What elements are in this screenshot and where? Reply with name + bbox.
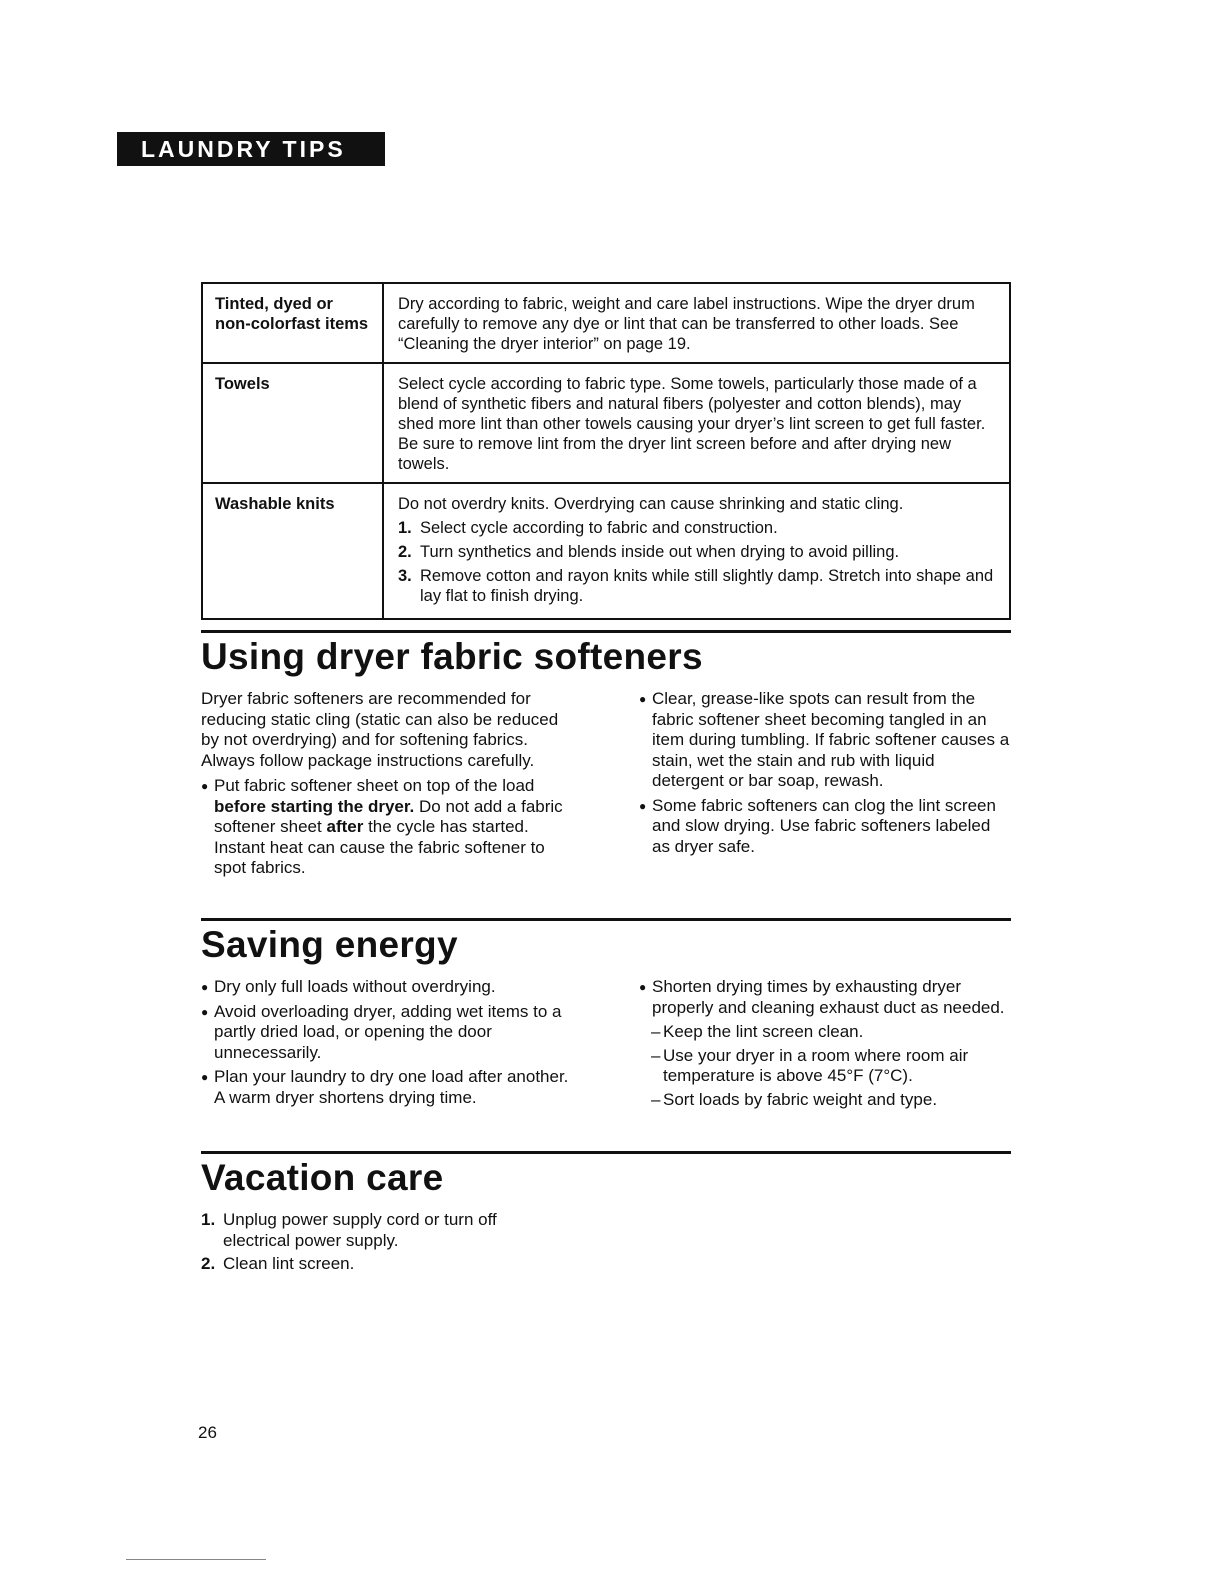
list-item — [639, 977, 1011, 1018]
row-text: Select cycle according to fabric type. Some towels, particularly those made of a blend of synthetic fibers and natural fibers (polyester and cotton blends), may shed more lint than other towels causing your dryer’s lint screen to get full faster. Be sure to remove lint from the dryer lint screen before and after drying new towels. — [398, 375, 986, 473]
list-item — [201, 1210, 561, 1251]
row-description — [383, 363, 1010, 483]
section-columns — [201, 977, 1011, 1113]
list-item — [639, 796, 1011, 858]
step-text: Turn synthetics and blends inside out when drying to avoid pilling. — [420, 543, 900, 561]
text-run: Put fabric softener sheet on top of the load — [214, 776, 535, 795]
list-item — [201, 977, 579, 998]
energy-section — [201, 918, 1011, 1113]
row-description — [383, 283, 1010, 363]
left-column — [201, 689, 579, 883]
row-text: Dry according to fabric, weight and care label instructions. Wipe the dryer drum carefully to remove any dye or lint that can be transferred to other loads. See “Cleaning the dryer interior” on page 19. — [398, 295, 975, 353]
right-column — [639, 689, 1011, 883]
page-number: 26 — [198, 1423, 217, 1442]
bullet-icon: ● — [201, 980, 209, 994]
text-run: Do not add a fabric softener sheet — [214, 796, 563, 836]
knits-steps-list — [398, 518, 999, 606]
step-text: Clean lint screen. — [223, 1254, 355, 1273]
row-label: Towels — [202, 363, 383, 483]
footer-divider — [126, 1559, 266, 1560]
sub-item — [651, 1022, 1011, 1043]
row-label: Washable knits — [202, 483, 383, 619]
step-text: Select cycle according to fabric and construction. — [420, 519, 778, 537]
table-row — [202, 483, 1010, 619]
bullet-text: Clear, grease-like spots can result from the fabric softener sheet becoming tangled in an item during tumbling. If fabric softener causes a stain, wet the stain and rub with liquid detergent or bar soap, rewash. — [652, 689, 1010, 790]
table-row — [202, 283, 1010, 363]
softeners-section — [201, 630, 1011, 883]
bold-text: after — [326, 817, 364, 836]
sub-item-text: Use your dryer in a room where room air temperature is above 45°F (7°C). — [663, 1045, 969, 1085]
bullet-icon: ● — [201, 1004, 209, 1019]
laundry-tips-table — [201, 282, 1011, 620]
bullet-icon: ● — [639, 798, 647, 813]
bullet-text: Dry only full loads without overdrying. — [214, 977, 496, 996]
list-item — [201, 776, 579, 879]
section-header-label: LAUNDRY TIPS — [141, 135, 346, 162]
list-item — [201, 1002, 579, 1064]
sub-item — [651, 1090, 1011, 1111]
bullet-text — [214, 776, 579, 879]
section-title: Using dryer fabric softeners — [201, 636, 703, 677]
step-number: 2. — [398, 543, 412, 561]
section-divider — [201, 630, 1011, 633]
section-divider — [201, 918, 1011, 921]
text-run: the cycle has started. Instant heat can cause the fabric softener to spot fabrics. — [214, 817, 545, 877]
bullet-list — [201, 977, 579, 1108]
row-text: Do not overdry knits. Overdrying can cause shrinking and static cling. — [398, 495, 904, 513]
section-title: Vacation care — [201, 1157, 444, 1198]
intro-paragraph: Dryer fabric softeners are recommended for reducing static cling (static can also be reduced by not overdrying) and for softening fabrics. Always follow package instructions carefully. — [201, 689, 559, 770]
bullet-icon: ● — [201, 1070, 209, 1084]
bullet-list — [639, 689, 1011, 857]
dash-icon: – — [651, 1045, 661, 1065]
right-column — [639, 977, 1011, 1113]
step-text: Remove cotton and rayon knits while still slightly damp. Stretch into shape and lay flat to finish drying. — [420, 567, 994, 605]
section-divider — [201, 1151, 1011, 1154]
bullet-text: Some fabric softeners can clog the lint screen and slow drying. Use fabric softeners labeled as dryer safe. — [652, 795, 996, 856]
list-item — [201, 1067, 579, 1108]
bold-text: before starting the dryer. — [214, 796, 415, 816]
left-column — [201, 977, 579, 1113]
section-title: Saving energy — [201, 924, 458, 965]
bullet-icon: ● — [201, 779, 209, 793]
sub-item-text: Keep the lint screen clean. — [663, 1022, 864, 1041]
step-text: Unplug power supply cord or turn off electrical power supply. — [223, 1210, 497, 1250]
sub-item — [651, 1046, 1011, 1087]
vacation-steps-list — [201, 1210, 561, 1275]
bullet-list — [201, 776, 579, 879]
bullet-text: Avoid overloading dryer, adding wet items to a partly dried load, or opening the door unnecessarily. — [214, 1001, 562, 1062]
row-label: Tinted, dyed or non-colorfast items — [202, 283, 383, 363]
step-number: 1. — [201, 1210, 216, 1229]
bullet-list — [639, 977, 1011, 1018]
dash-icon: – — [651, 1022, 661, 1041]
bullet-icon: ● — [639, 980, 647, 994]
bullet-icon: ● — [639, 692, 647, 706]
step-number: 1. — [398, 519, 412, 537]
step-number: 2. — [201, 1254, 216, 1273]
table-row — [202, 363, 1010, 483]
list-item — [398, 542, 999, 562]
sub-item-text: Sort loads by fabric weight and type. — [663, 1089, 938, 1109]
vacation-section — [201, 1151, 1011, 1278]
step-number: 3. — [398, 567, 412, 585]
bullet-text: Plan your laundry to dry one load after another. A warm dryer shortens drying time. — [214, 1067, 569, 1107]
list-item — [398, 518, 999, 538]
section-columns — [201, 689, 1011, 883]
row-description — [383, 483, 1010, 619]
list-item — [201, 1254, 561, 1275]
bullet-text: Shorten drying times by exhausting dryer properly and cleaning exhaust duct as needed. — [652, 977, 1005, 1017]
section-header-tab — [117, 132, 385, 166]
list-item — [639, 689, 1011, 792]
dash-icon: – — [651, 1089, 661, 1109]
list-item — [398, 566, 999, 606]
